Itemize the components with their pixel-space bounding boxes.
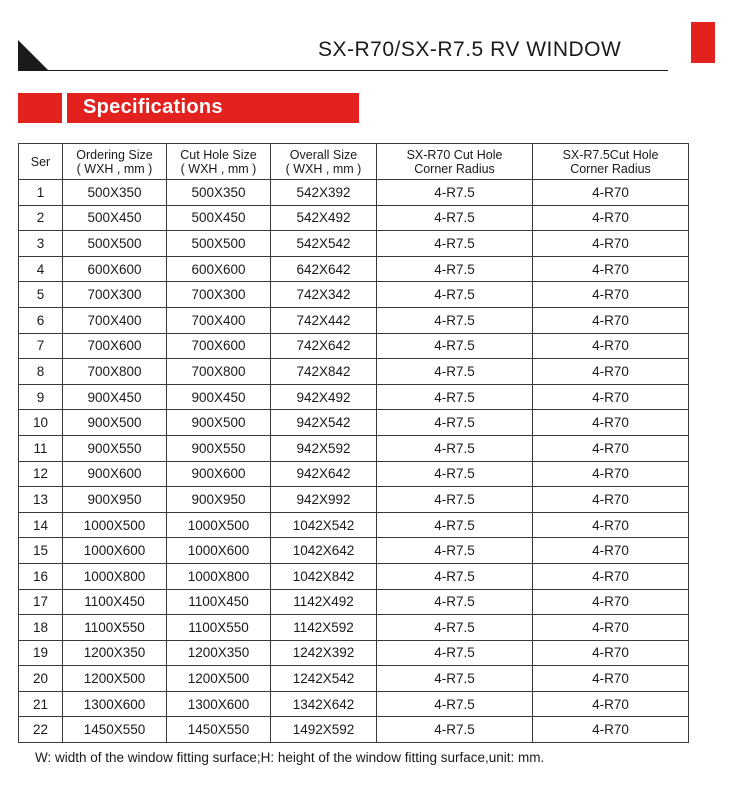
table-row <box>19 691 689 717</box>
table-cell: 1300X600 <box>167 691 271 717</box>
table-cell: 1000X500 <box>63 512 167 538</box>
table-cell: 1142X592 <box>271 615 377 641</box>
table-row <box>19 359 689 385</box>
table-cell: 20 <box>19 666 63 692</box>
table-row <box>19 538 689 564</box>
table-row <box>19 615 689 641</box>
table-cell: 4-R7.5 <box>377 256 533 282</box>
table-cell: 4-R70 <box>533 717 689 743</box>
table-cell: 18 <box>19 615 63 641</box>
column-header: Cut Hole Size ( WXH , mm ) <box>167 144 271 180</box>
table-cell: 4-R7.5 <box>377 461 533 487</box>
column-header: SX-R7.5Cut Hole Corner Radius <box>533 144 689 180</box>
table-cell: 1042X642 <box>271 538 377 564</box>
table-cell: 700X600 <box>167 333 271 359</box>
table-row <box>19 307 689 333</box>
table-cell: 4-R70 <box>533 589 689 615</box>
table-cell: 500X350 <box>63 180 167 206</box>
table-row <box>19 487 689 513</box>
table-cell: 4-R7.5 <box>377 307 533 333</box>
table-cell: 1200X350 <box>63 640 167 666</box>
column-header: SX-R70 Cut Hole Corner Radius <box>377 144 533 180</box>
table-cell: 1242X542 <box>271 666 377 692</box>
table-cell: 17 <box>19 589 63 615</box>
table-cell: 4-R7.5 <box>377 487 533 513</box>
table-cell: 15 <box>19 538 63 564</box>
table-cell: 1042X542 <box>271 512 377 538</box>
table-cell: 542X392 <box>271 180 377 206</box>
table-cell: 1450X550 <box>167 717 271 743</box>
table-cell: 4-R7.5 <box>377 691 533 717</box>
table-cell: 4-R7.5 <box>377 589 533 615</box>
table-cell: 1100X550 <box>167 615 271 641</box>
table-cell: 742X442 <box>271 307 377 333</box>
table-cell: 500X500 <box>63 231 167 257</box>
table-cell: 4-R70 <box>533 512 689 538</box>
table-cell: 4-R7.5 <box>377 282 533 308</box>
table-cell: 4-R70 <box>533 487 689 513</box>
table-cell: 1100X550 <box>63 615 167 641</box>
table-cell: 742X642 <box>271 333 377 359</box>
table-cell: 4-R7.5 <box>377 359 533 385</box>
table-cell: 8 <box>19 359 63 385</box>
document-title: SX-R70/SX-R7.5 RV WINDOW <box>318 38 622 61</box>
table-cell: 4-R70 <box>533 435 689 461</box>
table-cell: 942X592 <box>271 435 377 461</box>
table-cell: 9 <box>19 384 63 410</box>
table-row <box>19 410 689 436</box>
table-cell: 900X550 <box>63 435 167 461</box>
table-cell: 700X400 <box>63 307 167 333</box>
table-cell: 900X600 <box>167 461 271 487</box>
table-cell: 1000X800 <box>167 563 271 589</box>
table-cell: 1 <box>19 180 63 206</box>
table-cell: 21 <box>19 691 63 717</box>
section-title: Specifications <box>83 96 223 118</box>
table-cell: 4-R70 <box>533 461 689 487</box>
table-cell: 6 <box>19 307 63 333</box>
table-row <box>19 666 689 692</box>
table-row <box>19 231 689 257</box>
table-cell: 500X500 <box>167 231 271 257</box>
table-cell: 542X492 <box>271 205 377 231</box>
table-cell: 1342X642 <box>271 691 377 717</box>
table-cell: 7 <box>19 333 63 359</box>
table-cell: 1200X500 <box>63 666 167 692</box>
table-row <box>19 640 689 666</box>
table-cell: 700X300 <box>63 282 167 308</box>
table-cell: 600X600 <box>63 256 167 282</box>
table-row <box>19 384 689 410</box>
table-cell: 2 <box>19 205 63 231</box>
table-cell: 700X400 <box>167 307 271 333</box>
table-cell: 4-R70 <box>533 231 689 257</box>
table-cell: 13 <box>19 487 63 513</box>
table-cell: 700X800 <box>167 359 271 385</box>
table-cell: 900X450 <box>63 384 167 410</box>
table-cell: 900X500 <box>167 410 271 436</box>
table-cell: 1300X600 <box>63 691 167 717</box>
table-cell: 10 <box>19 410 63 436</box>
table-cell: 4-R70 <box>533 640 689 666</box>
table-row <box>19 589 689 615</box>
table-cell: 4-R70 <box>533 282 689 308</box>
table-cell: 1042X842 <box>271 563 377 589</box>
table-cell: 700X600 <box>63 333 167 359</box>
table-cell: 4-R7.5 <box>377 333 533 359</box>
table-cell: 4-R70 <box>533 333 689 359</box>
table-row <box>19 180 689 206</box>
table-cell: 900X450 <box>167 384 271 410</box>
table-cell: 22 <box>19 717 63 743</box>
table-cell: 4-R7.5 <box>377 384 533 410</box>
table-cell: 500X450 <box>167 205 271 231</box>
table-header-row <box>19 144 689 180</box>
table-cell: 16 <box>19 563 63 589</box>
specifications-table <box>18 143 689 743</box>
table-cell: 742X342 <box>271 282 377 308</box>
table-cell: 4-R70 <box>533 307 689 333</box>
table-cell: 1492X592 <box>271 717 377 743</box>
table-cell: 700X300 <box>167 282 271 308</box>
table-row <box>19 256 689 282</box>
table-cell: 4-R7.5 <box>377 435 533 461</box>
table-cell: 4 <box>19 256 63 282</box>
table-cell: 1200X350 <box>167 640 271 666</box>
table-cell: 600X600 <box>167 256 271 282</box>
header-rule <box>18 70 668 71</box>
table-cell: 4-R70 <box>533 691 689 717</box>
table-row <box>19 282 689 308</box>
table-row <box>19 205 689 231</box>
table-cell: 4-R70 <box>533 359 689 385</box>
table-cell: 4-R70 <box>533 205 689 231</box>
section-banner <box>67 93 359 123</box>
table-cell: 1000X500 <box>167 512 271 538</box>
table-cell: 14 <box>19 512 63 538</box>
table-cell: 1000X800 <box>63 563 167 589</box>
section-marker <box>18 93 62 123</box>
column-header: Ordering Size ( WXH , mm ) <box>63 144 167 180</box>
table-cell: 1100X450 <box>167 589 271 615</box>
table-cell: 1000X600 <box>63 538 167 564</box>
column-header: Overall Size ( WXH , mm ) <box>271 144 377 180</box>
table-row <box>19 563 689 589</box>
table-cell: 19 <box>19 640 63 666</box>
table-cell: 4-R70 <box>533 538 689 564</box>
table-cell: 1450X550 <box>63 717 167 743</box>
table-cell: 900X950 <box>167 487 271 513</box>
table-cell: 500X450 <box>63 205 167 231</box>
table-cell: 1242X392 <box>271 640 377 666</box>
table-cell: 1142X492 <box>271 589 377 615</box>
table-cell: 11 <box>19 435 63 461</box>
table-cell: 4-R7.5 <box>377 512 533 538</box>
table-cell: 942X492 <box>271 384 377 410</box>
table-cell: 700X800 <box>63 359 167 385</box>
table-cell: 4-R7.5 <box>377 615 533 641</box>
table-row <box>19 512 689 538</box>
table-cell: 1000X600 <box>167 538 271 564</box>
table-cell: 3 <box>19 231 63 257</box>
table-row <box>19 435 689 461</box>
table-row <box>19 717 689 743</box>
red-accent-block <box>691 22 715 63</box>
column-header: Ser <box>19 144 63 180</box>
table-cell: 942X542 <box>271 410 377 436</box>
table-cell: 4-R70 <box>533 666 689 692</box>
table-cell: 4-R7.5 <box>377 640 533 666</box>
table-cell: 900X550 <box>167 435 271 461</box>
table-cell: 4-R7.5 <box>377 180 533 206</box>
table-row <box>19 461 689 487</box>
table-cell: 1100X450 <box>63 589 167 615</box>
table-cell: 900X500 <box>63 410 167 436</box>
footnote: W: width of the window fitting surface;H: height of the window fitting surface,unit: mm. <box>35 750 545 765</box>
table-row <box>19 333 689 359</box>
table-cell: 4-R70 <box>533 563 689 589</box>
table-cell: 4-R70 <box>533 410 689 436</box>
table-cell: 1200X500 <box>167 666 271 692</box>
table-cell: 4-R70 <box>533 384 689 410</box>
table-cell: 4-R70 <box>533 615 689 641</box>
table-cell: 500X350 <box>167 180 271 206</box>
table-cell: 900X950 <box>63 487 167 513</box>
table-cell: 900X600 <box>63 461 167 487</box>
table-cell: 4-R7.5 <box>377 231 533 257</box>
corner-triangle-decoration <box>18 40 48 70</box>
table-cell: 4-R7.5 <box>377 666 533 692</box>
table-cell: 642X642 <box>271 256 377 282</box>
table-cell: 742X842 <box>271 359 377 385</box>
table-cell: 942X642 <box>271 461 377 487</box>
table-cell: 942X992 <box>271 487 377 513</box>
table-cell: 4-R7.5 <box>377 717 533 743</box>
table-cell: 5 <box>19 282 63 308</box>
table-cell: 4-R7.5 <box>377 205 533 231</box>
table-cell: 542X542 <box>271 231 377 257</box>
table-cell: 4-R7.5 <box>377 563 533 589</box>
table-cell: 4-R7.5 <box>377 538 533 564</box>
table-cell: 4-R70 <box>533 180 689 206</box>
table-cell: 12 <box>19 461 63 487</box>
table-cell: 4-R70 <box>533 256 689 282</box>
table-cell: 4-R7.5 <box>377 410 533 436</box>
